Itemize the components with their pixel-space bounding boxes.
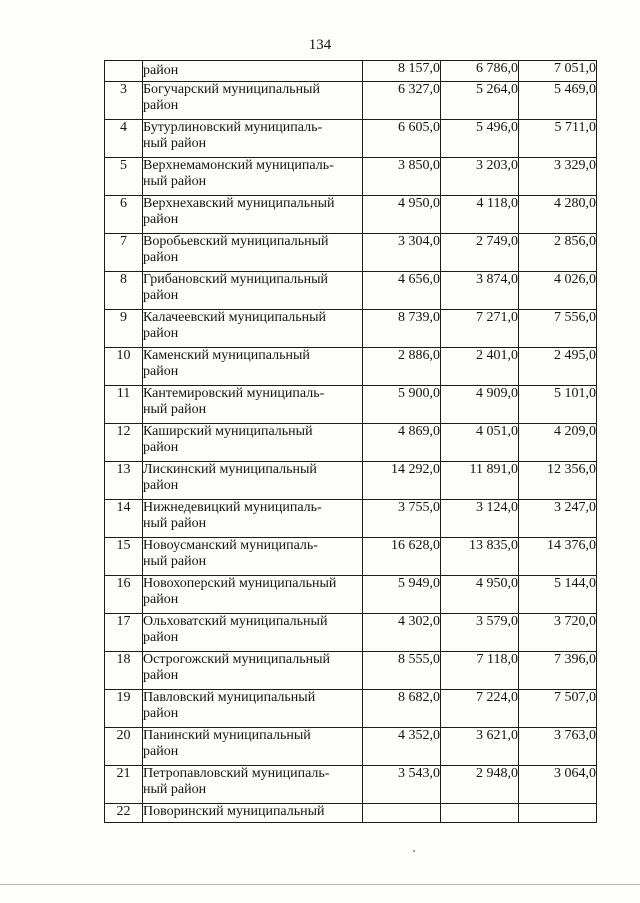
amount-cell-3: 5 469,0 bbox=[519, 82, 597, 120]
amount-cell-2: 4 950,0 bbox=[441, 576, 519, 614]
district-name-cell bbox=[143, 61, 363, 82]
district-name-line: район bbox=[143, 63, 179, 78]
district-name-line: район bbox=[143, 668, 179, 683]
amount-cell-3: 3 247,0 bbox=[519, 500, 597, 538]
row-number: 10 bbox=[105, 348, 143, 386]
table-row bbox=[105, 804, 597, 823]
district-name-line: ный район bbox=[143, 174, 207, 189]
district-name-line: Поворинский муниципальный bbox=[143, 804, 325, 819]
district-name-line: район bbox=[143, 212, 179, 227]
district-name-cell bbox=[143, 120, 363, 158]
amount-cell-1: 5 949,0 bbox=[363, 576, 441, 614]
amount-cell-2: 3 579,0 bbox=[441, 614, 519, 652]
amount-cell-1: 4 352,0 bbox=[363, 728, 441, 766]
amount-cell-2: 2 749,0 bbox=[441, 234, 519, 272]
amount-cell-2: 13 835,0 bbox=[441, 538, 519, 576]
table-row bbox=[105, 196, 597, 234]
table-row bbox=[105, 500, 597, 538]
amount-cell-2: 3 124,0 bbox=[441, 500, 519, 538]
amount-cell-3: 14 376,0 bbox=[519, 538, 597, 576]
district-name-line: Новохоперский муниципальный bbox=[143, 576, 337, 591]
amount-cell-2: 4 118,0 bbox=[441, 196, 519, 234]
amount-cell-3: 7 507,0 bbox=[519, 690, 597, 728]
row-number: 9 bbox=[105, 310, 143, 348]
amount-cell-1: 8 157,0 bbox=[363, 61, 441, 82]
amount-cell-3: 5 711,0 bbox=[519, 120, 597, 158]
district-name-cell bbox=[143, 728, 363, 766]
amount-cell-2: 3 874,0 bbox=[441, 272, 519, 310]
district-name-cell bbox=[143, 652, 363, 690]
table-row bbox=[105, 576, 597, 614]
amount-cell-3: 2 856,0 bbox=[519, 234, 597, 272]
district-name-cell bbox=[143, 196, 363, 234]
amount-cell-1: 16 628,0 bbox=[363, 538, 441, 576]
amount-cell-1: 3 543,0 bbox=[363, 766, 441, 804]
district-name-line: район bbox=[143, 326, 179, 341]
amount-cell-2: 5 496,0 bbox=[441, 120, 519, 158]
amount-cell-2: 4 909,0 bbox=[441, 386, 519, 424]
row-number: 19 bbox=[105, 690, 143, 728]
amount-cell-1: 6 605,0 bbox=[363, 120, 441, 158]
table-row bbox=[105, 538, 597, 576]
district-name-cell bbox=[143, 272, 363, 310]
row-number: 20 bbox=[105, 728, 143, 766]
district-name-line: район bbox=[143, 630, 179, 645]
district-name-cell bbox=[143, 234, 363, 272]
amount-cell-3: 5 101,0 bbox=[519, 386, 597, 424]
amount-cell-2 bbox=[441, 804, 519, 823]
row-number: 13 bbox=[105, 462, 143, 500]
table-row bbox=[105, 766, 597, 804]
district-name-line: район bbox=[143, 288, 179, 303]
amount-cell-2: 7 118,0 bbox=[441, 652, 519, 690]
amount-cell-1: 14 292,0 bbox=[363, 462, 441, 500]
row-number: 6 bbox=[105, 196, 143, 234]
district-name-line: Панинский муниципальный bbox=[143, 728, 311, 743]
budget-table bbox=[104, 60, 597, 823]
district-name-line: Бутурлиновский муниципаль- bbox=[143, 120, 323, 135]
table-row bbox=[105, 234, 597, 272]
district-name-line: ный район bbox=[143, 782, 207, 797]
district-name-cell bbox=[143, 576, 363, 614]
table-row bbox=[105, 120, 597, 158]
amount-cell-2: 7 271,0 bbox=[441, 310, 519, 348]
scan-speck bbox=[413, 850, 415, 852]
row-number: 18 bbox=[105, 652, 143, 690]
row-number: 5 bbox=[105, 158, 143, 196]
district-name-line: Воробьевский муниципальный bbox=[143, 234, 329, 249]
district-name-line: район bbox=[143, 364, 179, 379]
amount-cell-2: 7 224,0 bbox=[441, 690, 519, 728]
district-name-line: Лискинский муниципальный bbox=[143, 462, 317, 477]
row-number: 8 bbox=[105, 272, 143, 310]
district-name-cell bbox=[143, 462, 363, 500]
amount-cell-1: 4 656,0 bbox=[363, 272, 441, 310]
amount-cell-1: 8 555,0 bbox=[363, 652, 441, 690]
amount-cell-2: 2 948,0 bbox=[441, 766, 519, 804]
district-name-line: ный район bbox=[143, 554, 207, 569]
district-name-line: Богучарский муниципальный bbox=[143, 82, 320, 97]
district-name-line: ный район bbox=[143, 402, 207, 417]
district-name-line: район bbox=[143, 98, 179, 113]
table-row bbox=[105, 728, 597, 766]
amount-cell-2: 2 401,0 bbox=[441, 348, 519, 386]
row-number: 12 bbox=[105, 424, 143, 462]
table-row bbox=[105, 158, 597, 196]
amount-cell-1: 4 950,0 bbox=[363, 196, 441, 234]
table-row bbox=[105, 424, 597, 462]
amount-cell-3: 4 209,0 bbox=[519, 424, 597, 462]
table-row bbox=[105, 386, 597, 424]
district-name-line: район bbox=[143, 440, 179, 455]
district-name-line: ный район bbox=[143, 136, 207, 151]
district-name-line: район bbox=[143, 250, 179, 265]
amount-cell-2: 11 891,0 bbox=[441, 462, 519, 500]
amount-cell-2: 3 203,0 bbox=[441, 158, 519, 196]
district-name-line: Острогожский муниципальный bbox=[143, 652, 330, 667]
amount-cell-2: 6 786,0 bbox=[441, 61, 519, 82]
district-name-line: Кантемировский муниципаль- bbox=[143, 386, 325, 401]
row-number: 3 bbox=[105, 82, 143, 120]
amount-cell-1: 4 869,0 bbox=[363, 424, 441, 462]
district-name-cell bbox=[143, 348, 363, 386]
district-name-line: Ольховатский муниципальный bbox=[143, 614, 328, 629]
amount-cell-2: 3 621,0 bbox=[441, 728, 519, 766]
district-name-line: Верхнемамонский муниципаль- bbox=[143, 158, 334, 173]
amount-cell-3 bbox=[519, 804, 597, 823]
amount-cell-3: 5 144,0 bbox=[519, 576, 597, 614]
amount-cell-3: 3 763,0 bbox=[519, 728, 597, 766]
district-name-cell bbox=[143, 158, 363, 196]
row-number: 21 bbox=[105, 766, 143, 804]
table-row bbox=[105, 82, 597, 120]
table-row bbox=[105, 652, 597, 690]
district-name-cell bbox=[143, 766, 363, 804]
amount-cell-3: 12 356,0 bbox=[519, 462, 597, 500]
table-row bbox=[105, 462, 597, 500]
district-name-line: Новоусманский муниципаль- bbox=[143, 538, 318, 553]
table-row bbox=[105, 348, 597, 386]
amount-cell-3: 2 495,0 bbox=[519, 348, 597, 386]
district-name-line: район bbox=[143, 478, 179, 493]
amount-cell-1: 3 755,0 bbox=[363, 500, 441, 538]
district-name-line: Грибановский муниципальный bbox=[143, 272, 328, 287]
amount-cell-1: 3 850,0 bbox=[363, 158, 441, 196]
amount-cell-1: 8 739,0 bbox=[363, 310, 441, 348]
district-name-cell bbox=[143, 82, 363, 120]
row-number: 22 bbox=[105, 804, 143, 823]
row-number: 17 bbox=[105, 614, 143, 652]
amount-cell-3: 3 720,0 bbox=[519, 614, 597, 652]
row-number: 4 bbox=[105, 120, 143, 158]
district-name-cell bbox=[143, 804, 363, 823]
district-name-line: район bbox=[143, 592, 179, 607]
district-name-cell bbox=[143, 538, 363, 576]
district-name-line: Петропавловский муниципаль- bbox=[143, 766, 330, 781]
district-name-cell bbox=[143, 614, 363, 652]
amount-cell-3: 7 556,0 bbox=[519, 310, 597, 348]
table-row bbox=[105, 614, 597, 652]
amount-cell-2: 4 051,0 bbox=[441, 424, 519, 462]
amount-cell-3: 4 280,0 bbox=[519, 196, 597, 234]
table-row bbox=[105, 272, 597, 310]
row-number bbox=[105, 61, 143, 82]
amount-cell-3: 7 051,0 bbox=[519, 61, 597, 82]
row-number: 14 bbox=[105, 500, 143, 538]
district-name-cell bbox=[143, 386, 363, 424]
district-name-line: Павловский муниципальный bbox=[143, 690, 316, 705]
district-name-line: Нижнедевицкий муниципаль- bbox=[143, 500, 322, 515]
district-name-cell bbox=[143, 424, 363, 462]
district-name-line: Верхнехавский муниципальный bbox=[143, 196, 335, 211]
district-name-line: Калачеевский муниципальный bbox=[143, 310, 327, 325]
page-number: 134 bbox=[308, 37, 332, 53]
amount-cell-1 bbox=[363, 804, 441, 823]
amount-cell-3: 4 026,0 bbox=[519, 272, 597, 310]
district-name-cell bbox=[143, 310, 363, 348]
amount-cell-2: 5 264,0 bbox=[441, 82, 519, 120]
amount-cell-3: 3 064,0 bbox=[519, 766, 597, 804]
row-number: 11 bbox=[105, 386, 143, 424]
amount-cell-1: 2 886,0 bbox=[363, 348, 441, 386]
amount-cell-1: 4 302,0 bbox=[363, 614, 441, 652]
row-number: 15 bbox=[105, 538, 143, 576]
amount-cell-1: 8 682,0 bbox=[363, 690, 441, 728]
table-row bbox=[105, 61, 597, 82]
table-row bbox=[105, 310, 597, 348]
row-number: 16 bbox=[105, 576, 143, 614]
district-name-cell bbox=[143, 690, 363, 728]
row-number: 7 bbox=[105, 234, 143, 272]
district-name-line: район bbox=[143, 706, 179, 721]
table-body bbox=[105, 61, 597, 823]
district-name-line: Каширский муниципальный bbox=[143, 424, 313, 439]
table-row bbox=[105, 690, 597, 728]
amount-cell-3: 3 329,0 bbox=[519, 158, 597, 196]
amount-cell-1: 6 327,0 bbox=[363, 82, 441, 120]
amount-cell-1: 5 900,0 bbox=[363, 386, 441, 424]
district-name-line: район bbox=[143, 744, 179, 759]
district-name-line: ный район bbox=[143, 516, 207, 531]
amount-cell-3: 7 396,0 bbox=[519, 652, 597, 690]
amount-cell-1: 3 304,0 bbox=[363, 234, 441, 272]
district-name-cell bbox=[143, 500, 363, 538]
scan-edge-line bbox=[0, 884, 640, 885]
district-name-line: Каменский муниципальный bbox=[143, 348, 310, 363]
